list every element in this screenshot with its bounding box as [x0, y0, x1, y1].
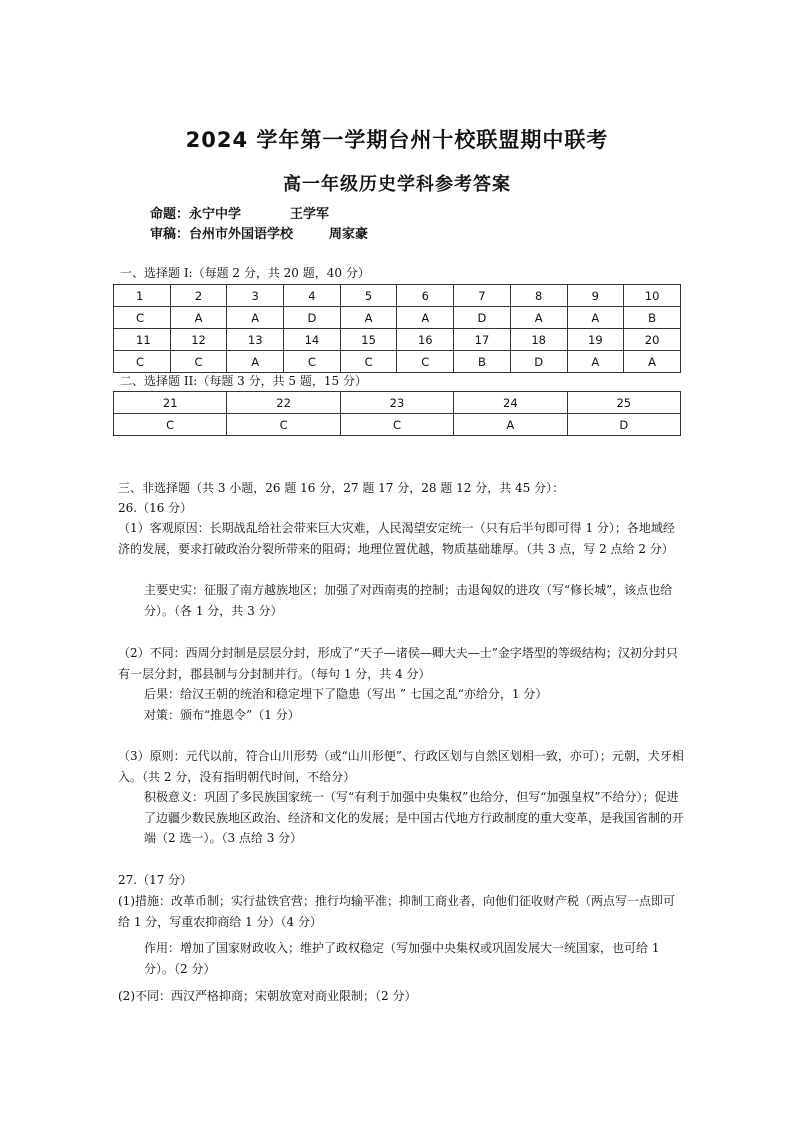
- answer-cell: C: [397, 351, 454, 373]
- answer-cell: 23: [340, 392, 453, 414]
- answer-cell: 16: [397, 329, 454, 351]
- answer-cell: C: [114, 414, 227, 436]
- answer-cell: 9: [567, 285, 624, 307]
- answer-row: [114, 307, 681, 329]
- question-number-row: [114, 392, 681, 414]
- answer-cell: C: [340, 414, 453, 436]
- answer-cell: A: [340, 307, 397, 329]
- question-number-row: [114, 329, 681, 351]
- section2-heading: 二、选择题 II:（每题 3 分，共 5 题，15 分）: [120, 374, 367, 388]
- answer-cell: A: [567, 351, 624, 373]
- answer-cell: 15: [340, 329, 397, 351]
- answer-cell: 11: [114, 329, 171, 351]
- answer-cell: 3: [227, 285, 284, 307]
- answer-cell: 17: [454, 329, 511, 351]
- answer-row: [114, 414, 681, 436]
- q27-heading: 27.（17 分）: [118, 873, 193, 887]
- answer-cell: D: [567, 414, 680, 436]
- answer-cell: D: [454, 307, 511, 329]
- setter-name: 王学军: [290, 207, 330, 222]
- setter-line: [150, 203, 330, 222]
- answer-cell: 18: [510, 329, 567, 351]
- answer-cell: A: [397, 307, 454, 329]
- q27-part1-measures: (1)措施：改革币制；实行盐铁官营；推行均输平准；抑制工商业者，向他们征收财产税（两点写一点即可给 1 分，写重农抑商给 1 分）（4 分）: [118, 894, 676, 929]
- q27-part1-effect: 作用：增加了国家财政收入；维护了政权稳定（写加强中央集权或巩固发展大一统国家，也可给 1 分）。（2 分）: [144, 941, 660, 976]
- answer-cell: A: [227, 351, 284, 373]
- answer-cell: D: [510, 351, 567, 373]
- answer-cell: 5: [340, 285, 397, 307]
- answer-cell: 25: [567, 392, 680, 414]
- setter-label: 命题：永宁中学: [150, 207, 242, 222]
- question-number-row: [114, 285, 681, 307]
- answer-cell: D: [284, 307, 341, 329]
- answer-cell: 1: [114, 285, 171, 307]
- answer-cell: A: [227, 307, 284, 329]
- answer-cell: C: [114, 351, 171, 373]
- answer-cell: 19: [567, 329, 624, 351]
- answer-cell: 10: [624, 285, 681, 307]
- q26-part1-facts: 主要史实：征服了南方越族地区；加强了对西南夷的控制；击退匈奴的进攻（写“修长城”，该点也给分）。（各 1 分，共 3 分）: [144, 583, 673, 618]
- answer-cell: 24: [454, 392, 567, 414]
- answer-cell: 12: [170, 329, 227, 351]
- reviewer-line: [150, 223, 369, 242]
- answer-row: [114, 351, 681, 373]
- section2-answer-table: [113, 391, 681, 436]
- answer-cell: 8: [510, 285, 567, 307]
- answer-cell: 6: [397, 285, 454, 307]
- answer-cell: 2: [170, 285, 227, 307]
- q27-part2-difference: (2)不同：西汉严格抑商；宋朝放宽对商业限制；（2 分）: [118, 989, 417, 1003]
- answer-cell: A: [510, 307, 567, 329]
- q26-heading: 26.（16 分）: [118, 501, 193, 515]
- answer-cell: C: [340, 351, 397, 373]
- page-subtitle: 高一年级历史学科参考答案: [283, 174, 511, 195]
- answer-cell: B: [624, 307, 681, 329]
- section1-heading: 一、选择题 I:（每题 2 分，共 20 题，40 分）: [120, 266, 370, 280]
- answer-cell: A: [624, 351, 681, 373]
- q26-part2-difference: （2）不同：西周分封制是层层分封，形成了“天子—诸侯—卿大夫—士”金字塔型的等级结构；汉初分封只有一层分封，郡县制与分封制并行。（每句 1 分，共 4 分）: [118, 646, 678, 681]
- section3-heading: 三、非选择题（共 3 小题，26 题 16 分，27 题 17 分，28 题 12 分，共 45 分）：: [118, 481, 565, 495]
- answer-cell: C: [170, 351, 227, 373]
- answer-cell: A: [567, 307, 624, 329]
- answer-cell: 13: [227, 329, 284, 351]
- answer-cell: 7: [454, 285, 511, 307]
- answer-cell: B: [454, 351, 511, 373]
- q26-part3-significance: 积极意义：巩固了多民族国家统一（写“有利于加强中央集权”也给分，但写“加强皇权”不给分）；促进了边疆少数民族地区政治、经济和文化的发展；是中国古代地方行政制度的重大变革，是我国省制的开端（2 选一）。（3 点给 3 分）: [144, 790, 685, 845]
- section1-answer-table: [113, 284, 681, 373]
- answer-cell: A: [170, 307, 227, 329]
- q26-part2-consequence: 后果：给汉王朝的统治和稳定埋下了隐患（写出 ” 七国之乱“亦给分，1 分）: [144, 687, 548, 701]
- answer-cell: C: [284, 351, 341, 373]
- answer-cell: C: [114, 307, 171, 329]
- answer-cell: A: [454, 414, 567, 436]
- answer-cell: 4: [284, 285, 341, 307]
- q26-part2-measure: 对策：颁布“推恩令”（1 分）: [144, 708, 300, 722]
- reviewer-label: 审稿：台州市外国语学校: [150, 227, 294, 242]
- answer-cell: 14: [284, 329, 341, 351]
- answer-cell: C: [227, 414, 340, 436]
- q26-part1-reasons: （1）客观原因：长期战乱给社会带来巨大灾难，人民渴望安定统一（只有后半句即可得 1 分）；各地域经济的发展，要求打破政治分裂所带来的阻碍；地理位置优越，物质基础雄厚。（共 3 点，写 2 点给 2 分）: [118, 521, 675, 556]
- answer-cell: 20: [624, 329, 681, 351]
- answer-cell: 21: [114, 392, 227, 414]
- reviewer-name: 周家豪: [329, 227, 369, 242]
- answer-cell: 22: [227, 392, 340, 414]
- q26-part3-principle: （3）原则：元代以前，符合山川形势（或“山川形便”、行政区划与自然区划相一致，亦可）；元朝，犬牙相入。（共 2 分，没有指明朝代时间，不给分）: [118, 749, 684, 784]
- page-title: 2024 学年第一学期台州十校联盟期中联考: [185, 128, 609, 152]
